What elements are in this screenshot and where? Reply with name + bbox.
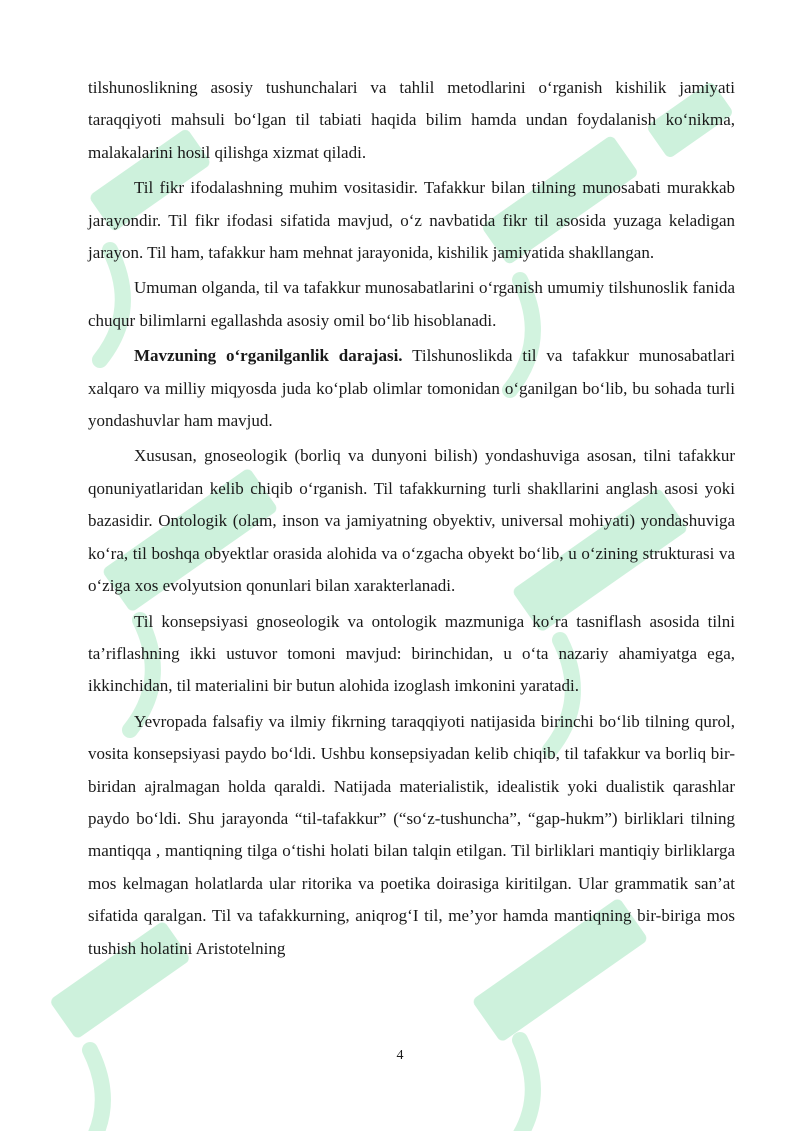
- paragraph-5-text: Xususan, gnoseologik (borliq va dunyoni bilish) yondashuviga asosan, tilni tafakkur qonuniyatlaridan kelib chiqib o‘rganish. Til tafakkurning turli shakllarini anglash asosi yoki bazasidir. Ontologik (olam, inson va jamiyatning obyektiv, universal mohiyati) yondashuviga ko‘ra, til boshqa obyektlar orasida alohida va o‘zgacha obyekt bo‘lib, u o‘zining strukturasi va o‘ziga xos evolyutsion qonunlari bilan xarakterlanadi.: [88, 446, 735, 596]
- paragraph-1: [88, 72, 735, 169]
- paragraph-6-text: Til konsepsiyasi gnoseologik va ontologik mazmuniga ko‘ra tasniflash asosida tilni ta’riflashning ikki ustuvor tomoni mavjud: birinchidan, u o‘ta nazariy ahamiyatga ega, ikkinchidan, til materialini bir butun alohida izoglash imkonini yaratadi.: [88, 611, 735, 696]
- paragraph-7-text: Yevropada falsafiy va ilmiy fikrning taraqqiyoti natijasida birinchi bo‘lib tilning qurol, vosita konsepsiyasi paydo bo‘ldi. Ushbu konsepsiyadan kelib chiqib, til tafakkur va borliq bir-biridan ajralmagan holda qaraldi. Natijada materialistik, idealistik yoki dualistik qarashlar paydo bo‘ldi. Shu jarayonda “til-tafakkur” (“so‘z-tushuncha”, “gap-hukm”) birliklari tilning mantiqqa , mantiqning tilga o‘tishi holati bilan talqin etilgan. Til birliklari mantiqiy birliklarga mos kelmagan holatlarda ular ritorika va poetika doirasiga kiritilgan. Ular grammatik san’at sifatida qaralgan. Til va tafakkurning, aniqrog‘I til, me’yor hamda mantiqning bir-biriga mos tushish holatini Aristotelning: [88, 711, 735, 958]
- paragraph-4: [88, 340, 735, 437]
- paragraph-3-text: Umuman olganda, til va tafakkur munosabatlarini o‘rganish umumiy tilshunoslik fanida chuqur bilimlarni egallashda asosiy omil bo‘lib hisoblanadi.: [88, 278, 735, 330]
- paragraph-7: [88, 706, 735, 965]
- page-number: 4: [396, 1048, 404, 1063]
- paragraph-4-text: Tilshunoslikda til va tafakkur munosabatlari xalqaro va milliy miqyosda juda ko‘plab olimlar tomonidan o‘ganilgan bo‘lib, bu sohada turli yondashuvlar ham mavjud.: [88, 346, 735, 431]
- section-heading-inline: Mavzuning o‘rganilganlik darajasi.: [134, 346, 403, 366]
- paragraph-2: [88, 172, 735, 269]
- paragraph-3: [88, 272, 735, 337]
- paragraph-6: [88, 606, 735, 703]
- paragraph-2-text: Til fikr ifodalashning muhim vositasidir. Tafakkur bilan tilning munosabati murakkab jarayondir. Til fikr ifodasi sifatida mavjud, o‘z navbatida fikr til asosida yuzaga keladigan jarayon. Til ham, tafakkur ham mehnat jarayonida, kishilik jamiyatida shakllangan.: [88, 178, 735, 263]
- document-page: [88, 72, 735, 968]
- paragraph-5: [88, 440, 735, 602]
- paragraph-1-text: tilshunoslikning asosiy tushunchalari va tahlil metodlarini o‘rganish kishilik jamiyati taraqqiyoti mahsuli bo‘lgan til tabiati haqida bilim hamda undan foydalanish ko‘nikma, malakalarini hosil qilishga xizmat qiladi.: [88, 78, 735, 162]
